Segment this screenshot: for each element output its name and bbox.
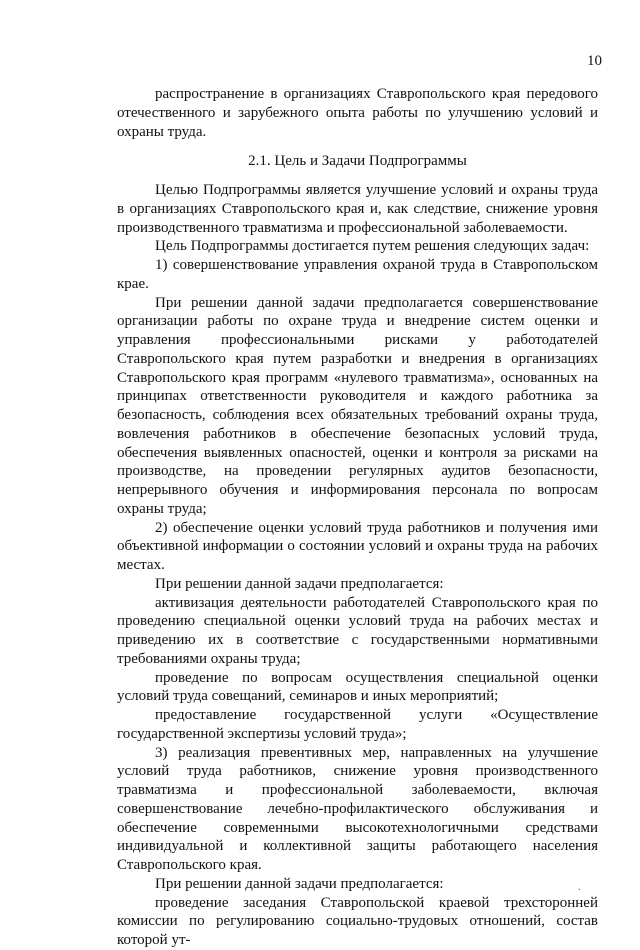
page-number: 10 <box>587 53 602 69</box>
paragraph-task-2: 2) обеспечение оценки условий труда работников и получения ими объективной информации о состоянии условий и охраны труда на рабочих местах. <box>117 519 598 573</box>
paragraph-goal: Целью Подпрограммы является улучшение условий и охраны труда в организациях Ставропольского края и, как следствие, снижение уровня производственного травматизма и профессиональной заболеваемости. <box>117 182 598 236</box>
page-content <box>117 85 598 950</box>
paragraph-task-3-item-1: проведение заседания Ставропольской краевой трехсторонней комиссии по регулированию социально-трудовых отношений, состав которой ут- <box>117 894 598 948</box>
paragraph-task-2-item-2: проведение по вопросам осуществления специальной оценки условий труда совещаний, семинаров и иных мероприятий; <box>117 669 598 705</box>
paragraph-task-2-item-1: активизация деятельности работодателей Ставропольского края по проведению специальной оценки условий труда на рабочих местах и приведению их в соответствие с государственными нормативными требованиями охраны труда; <box>117 594 598 667</box>
paragraph-task-3-intro: При решении данной задачи предполагается: <box>155 875 444 892</box>
paragraph-continuation: распространение в организациях Ставропольского края передового отечественного и зарубежного опыта работы по улучшению условий и охраны труда. <box>117 86 598 140</box>
paragraph-tasks-intro: Цель Подпрограммы достигается путем решения следующих задач: <box>155 238 590 255</box>
section-heading: 2.1. Цель и Задачи Подпрограммы <box>248 153 467 170</box>
footer-mark: . <box>578 882 581 893</box>
paragraph-task-3: 3) реализация превентивных мер, направленных на улучшение условий труда работников, снижение уровня производственного травматизма и профессиональной заболеваемости, включая совершенствование лечебно-профилактического обслуживания и обеспечение современными высокотехнологичными средствами индивидуальной и коллективной защиты работающего населения Ставропольского края. <box>117 744 598 873</box>
paragraph-task-2-intro: При решении данной задачи предполагается: <box>155 575 444 592</box>
paragraph-task-2-item-3: предоставление государственной услуги «Осуществление государственной экспертизы условий труда»; <box>117 707 598 742</box>
paragraph-task-1: 1) совершенствование управления охраной труда в Ставропольском крае. <box>117 257 598 292</box>
paragraph-task-1-detail: При решении данной задачи предполагается совершенствование организации работы по охране труда и внедрение систем оценки и управления профессиональными рисками у работодателей Ставропольского края путем разработки и внедрения в организациях Ставропольского края программ «нулевого травматизма», основанных на принципах ответственности руководителя и каждого работника за безопасность, соблюдения всех обязательных требований охраны труда, вовлечения работников в обеспечение безопасных условий труда, обеспечения выявленных опасностей, оценки и контроля за рисками на производстве, на проведении регулярных аудитов безопасности, непрерывного обучения и информирования персонала по вопросам охраны труда; <box>117 294 598 517</box>
